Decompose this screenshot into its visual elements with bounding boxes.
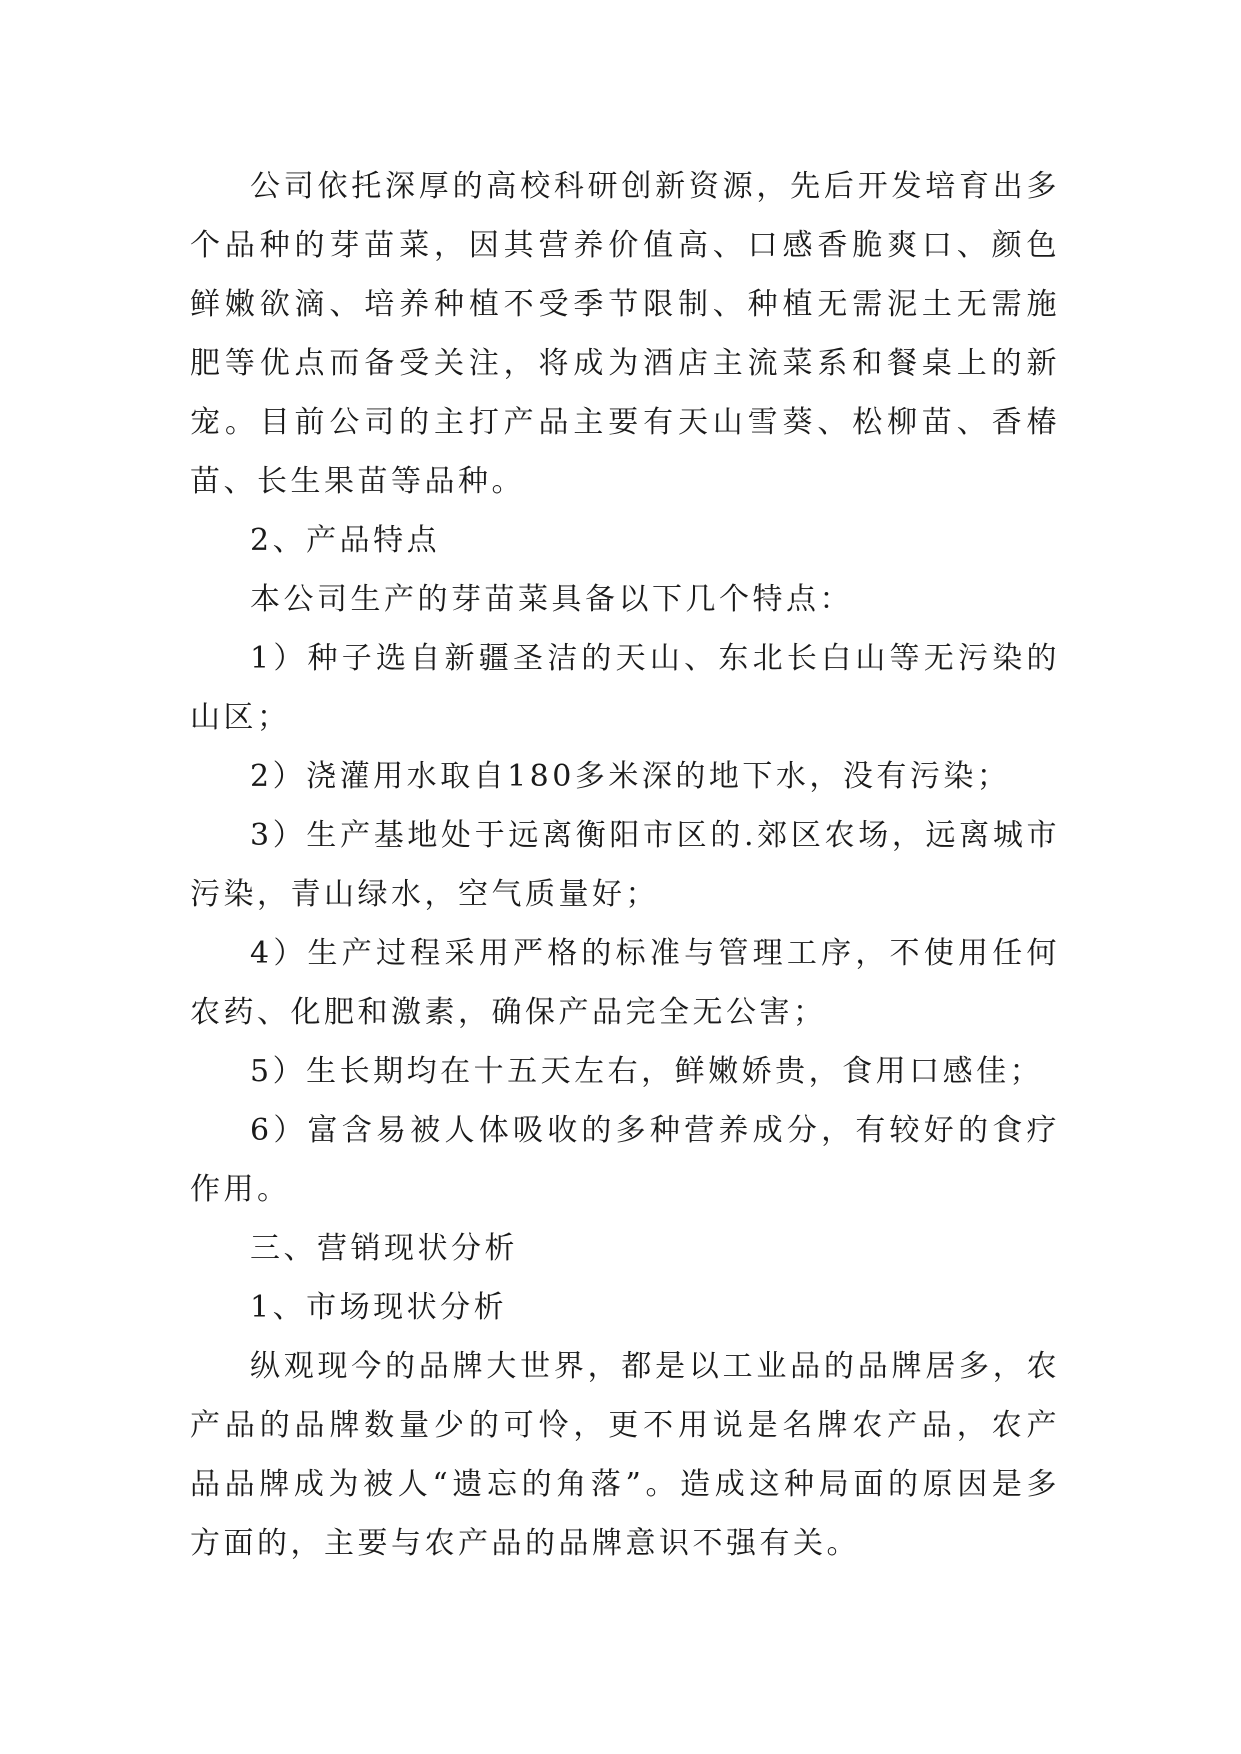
- paragraph-company-intro: 公司依托深厚的高校科研创新资源，先后开发培育出多个品种的芽苗菜，因其营养价值高、口感香脆爽口、颜色鲜嫩欲滴、培养种植不受季节限制、种植无需泥土无需施肥等优点而备受关注，将成为酒店主流菜系和餐桌上的新宠。目前公司的主打产品主要有天山雪葵、松柳苗、香椿苗、长生果苗等品种。: [190, 169, 1060, 499]
- list-item-feature-4: 4）生产过程采用严格的标准与管理工序，不使用任何农药、化肥和激素，确保产品完全无公害；: [190, 936, 1060, 1030]
- heading-product-features: 2、产品特点: [250, 523, 441, 558]
- paragraph-market-status: 纵观现今的品牌大世界，都是以工业品的品牌居多，农产品的品牌数量少的可怜，更不用说是名牌农产品，农产品品牌成为被人“遗忘的角落”。造成这种局面的原因是多方面的，主要与农产品的品牌意识不强有关。: [190, 1349, 1060, 1561]
- list-item-feature-5: 5）生长期均在十五天左右，鲜嫩娇贵，食用口感佳；: [250, 1054, 1044, 1089]
- document-body: [190, 157, 1060, 1573]
- list-item-feature-6: 6）富含易被人体吸收的多种营养成分，有较好的食疗作用。: [190, 1113, 1060, 1207]
- heading-marketing-analysis: 三、营销现状分析: [250, 1231, 518, 1266]
- list-item-feature-2: 2）浇灌用水取自180多米深的地下水，没有污染；: [250, 759, 1011, 794]
- paragraph-features-intro: 本公司生产的芽苗菜具备以下几个特点：: [250, 582, 853, 617]
- list-item-feature-3: 3）生产基地处于远离衡阳市区的.郊区农场，远离城市污染，青山绿水，空气质量好；: [190, 818, 1060, 912]
- heading-market-status: 1、市场现状分析: [250, 1290, 508, 1325]
- list-item-feature-1: 1）种子选自新疆圣洁的天山、东北长白山等无污染的山区；: [190, 641, 1060, 735]
